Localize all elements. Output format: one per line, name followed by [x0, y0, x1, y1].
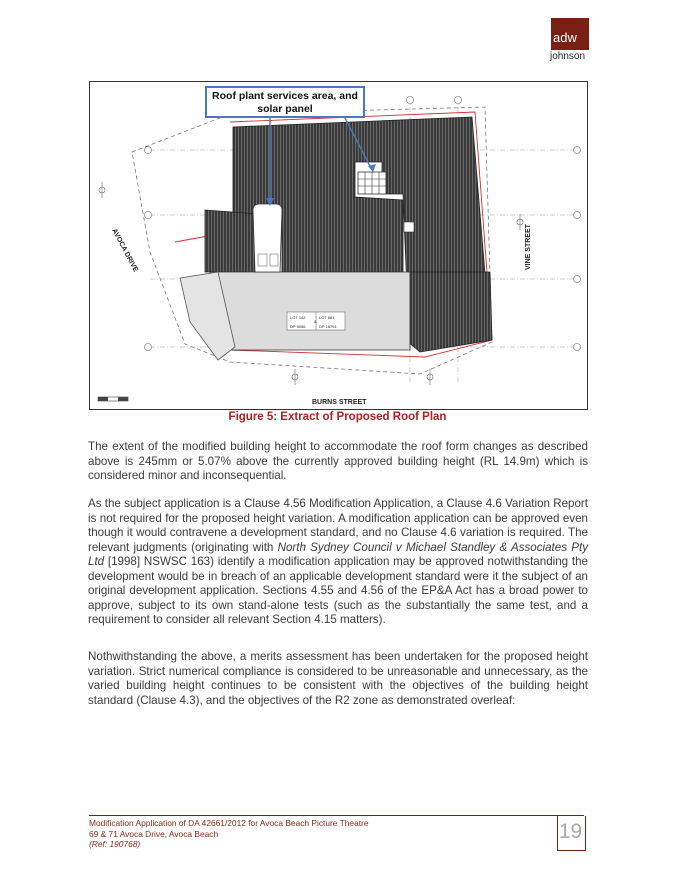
avoca-drive-label: AVOCA DRIVE	[110, 227, 139, 274]
paragraph-clause-variation	[88, 497, 588, 628]
footer-ref: (Ref: 190768)	[89, 839, 141, 849]
case-citation: North Sydney Council v Michael Standley & Associates Pty Ltd	[88, 540, 588, 568]
dp-5056-label: DP 5056	[290, 324, 306, 329]
paragraph-merits-assessment: Nothwithstanding the above, a merits assessment has been undertaken for the proposed height variation. Strict numerical compliance is considered to be unreasonable and unnecessary, as the varied building height continues to be consistent with the objectives of the building height standard (Clause 4.3), and the objectives of the R2 zone as demonstrated overleaf:	[88, 650, 588, 707]
logo-mark	[551, 18, 589, 50]
lot-681-label: LOT 681	[319, 315, 335, 320]
footer	[89, 818, 369, 850]
page-number: 19	[558, 820, 583, 843]
logo-mark-text: adw	[553, 30, 577, 45]
adw-johnson-logo	[551, 18, 589, 62]
vine-street-label: VINE STREET	[525, 224, 532, 270]
dp-16791-label: DP 16791	[319, 324, 337, 329]
lot-ampersand: &	[314, 319, 317, 324]
lot-142-label: LOT 142	[290, 315, 306, 320]
figure-caption: Figure 5: Extract of Proposed Roof Plan	[228, 411, 447, 423]
footer-line-2: 69 & 71 Avoca Drive, Avoca Beach	[89, 828, 219, 839]
roof-plant-callout: Roof plant services area, and solar panel	[205, 86, 365, 118]
footer-line-1: Modification Application of DA 42661/2012 for Avoca Beach Picture Theatre	[89, 818, 369, 828]
logo-subtext: johnson	[550, 51, 586, 62]
roof-plan-figure	[89, 81, 588, 410]
paragraph-clause-variation-part-a: As the subject application is a Clause 4.56 Modification Application, a Clause 4.6 Variation Report is not required for the proposed height variation. A modification application can be approved even though it would contravene a development standard, and no Clause 4.6 variation is required. The relevant judgments (originating with	[88, 497, 588, 554]
paragraph-clause-variation-part-b: [1998] NSWSC 163) identify a modification application may be approved notwithstanding the development would be in breach of an applicable development standard were it the subject of an original development application. Sections 4.55 and 4.56 of the EP&A Act has a broad power to approve, subject to its own stand-alone tests (such as the substantially the same test, and a requirement to consider all relevant Section 4.15 matters).	[88, 555, 588, 626]
footer-rule	[89, 815, 584, 816]
burns-street-label: BURNS STREET	[312, 399, 367, 406]
paragraph-height-extent: The extent of the modified building height to accommodate the roof form changes as described above is 245mm or 5.07% above the currently approved building height (RL 14.9m) which is considered minor and inconsequential.	[88, 440, 588, 482]
